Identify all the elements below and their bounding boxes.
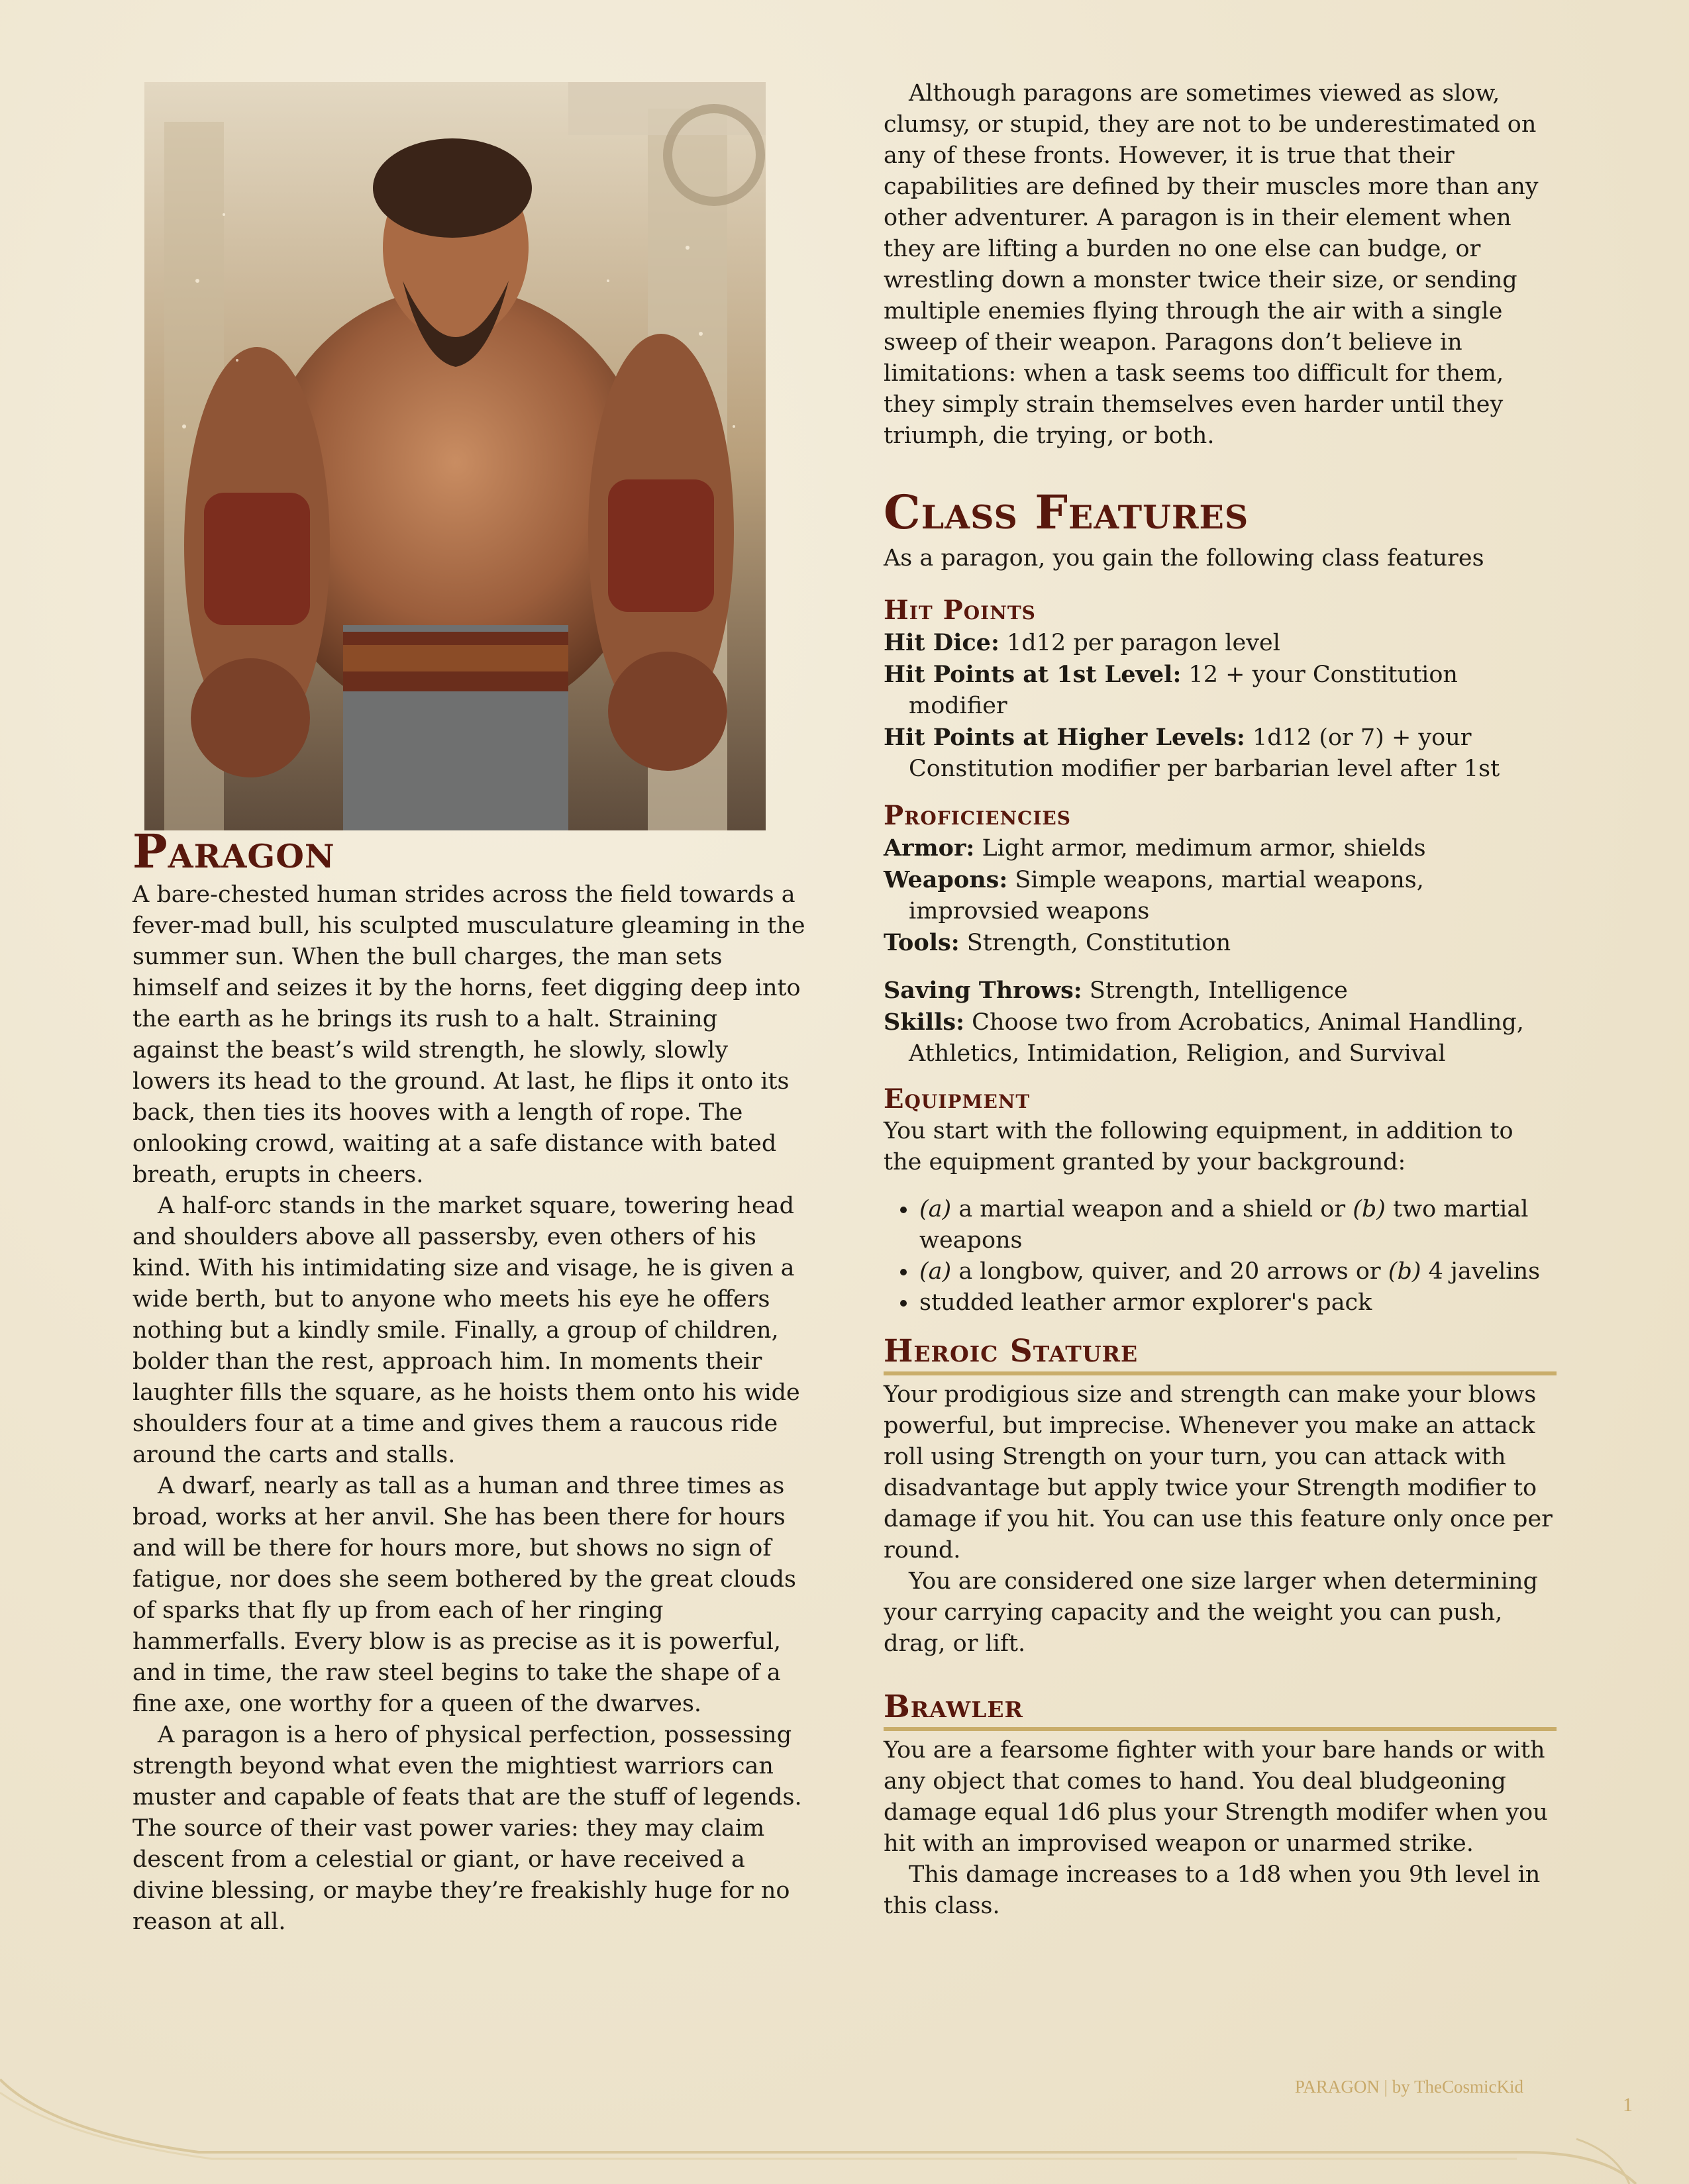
heroic-stature-heading: Heroic Stature — [884, 1333, 1557, 1375]
page-number: 1 — [1623, 2094, 1633, 2116]
option-b-marker: (b) — [1388, 1258, 1421, 1285]
armor-line — [884, 832, 1557, 864]
intro-paragraph-5: Although paragons are sometimes viewed as slow, clumsy, or stupid, they are not to be underestimated on any of these fronts. However, it is true that their capabilities are defined by their muscles more than any other adventurer. A paragon is in their element when they are lifting a burden no one else can budge, or wrestling down a monster twice their size, or sending multiple enemies flying through the air with a single sweep of their weapon. Paragons don’t believe in limitations: when a task seems too difficult for them, they simply strain themselves even harder until they triumph, die trying, or both. — [884, 80, 1539, 449]
heroic-stature-paragraph-1: Your prodigious size and strength can make your blows powerful, but imprecise. Whenever you make an attack roll using Strength on your turn, you can attack with disadvantage but apply twice your Strength modifier to damage if you hit. You can use this feature only once per round. — [884, 1381, 1553, 1564]
option-a-text: a martial weapon and a shield or — [951, 1196, 1353, 1222]
tools-value: Strength, Constitution — [959, 930, 1231, 956]
brawler-paragraph-2: This damage increases to a 1d8 when you 9th level in this class. — [884, 1861, 1541, 1919]
equipment-list — [884, 1194, 1557, 1318]
saving-throws-value: Strength, Intelligence — [1082, 977, 1348, 1004]
list-item — [918, 1194, 1557, 1256]
saving-throws-line — [884, 975, 1557, 1007]
hit-dice-label: Hit Dice: — [884, 629, 999, 656]
tools-line — [884, 927, 1557, 959]
skills-value: Choose two from Acrobatics, Animal Handling, Athletics, Intimidation, Religion, and Survival — [909, 1009, 1524, 1067]
option-b-marker: (b) — [1353, 1196, 1386, 1222]
brawler-heading: Brawler — [884, 1689, 1557, 1731]
equipment-heading: Equipment — [884, 1083, 1031, 1115]
weapons-label: Weapons: — [884, 866, 1008, 893]
saving-throws-label: Saving Throws: — [884, 977, 1082, 1004]
proficiencies-heading: Proficiencies — [884, 800, 1071, 831]
hit-points-heading: Hit Points — [884, 595, 1036, 626]
armor-label: Armor: — [884, 834, 975, 862]
intro-paragraph-3: A dwarf, nearly as tall as a human and three times as broad, works at her anvil. She has been there for hours and will be there for hours more, but shows no sign of fatigue, nor does she seem bothered by the great clouds of sparks that fly up from each of her ringing hammerfalls. Every blow is as precise as it is powerful, and in time, the raw steel begins to take the shape of a fine axe, one worthy for a queen of the dwarves. — [132, 1473, 796, 1717]
option-b-text: 4 javelins — [1421, 1258, 1541, 1285]
hit-points-first-line — [884, 659, 1557, 722]
hit-points-higher-label: Hit Points at Higher Levels: — [884, 724, 1245, 751]
weapons-line — [884, 864, 1557, 927]
left-column — [132, 825, 808, 1938]
hit-points-first-label: Hit Points at 1st Level: — [884, 661, 1182, 688]
footer-text: PARAGON | by TheCosmicKid — [1294, 2077, 1523, 2097]
hit-points-higher-line — [884, 722, 1557, 785]
option-b-text: two martial weapons — [919, 1196, 1529, 1254]
armor-value: Light armor, medimum armor, shields — [974, 835, 1426, 862]
intro-paragraph-2: A half-orc stands in the market square, towering head and shoulders above all passersby, even others of his kind. With his intimidating size and visage, he is given a wide berth, but to anyone who meets his eye he offers nothing but a kindly smile. Finally, a group of children, bolder than the rest, approach him. In moments their laughter fills the square, as he hoists them onto his wide shoulders four at a time and gives them a raucous ride around the carts and stalls. — [132, 1193, 800, 1468]
hit-points-higher-value: 1d12 (or 7) + your Constitution modifier per barbarian level after 1st — [909, 724, 1500, 782]
paragon-illustration — [144, 82, 766, 830]
skills-line — [884, 1007, 1557, 1069]
option-a-text: a longbow, quiver, and 20 arrows or — [951, 1258, 1388, 1285]
list-item — [918, 1287, 1557, 1318]
hit-dice-line — [884, 627, 1557, 659]
option-a-marker: (a) — [919, 1258, 952, 1285]
hit-points-first-value: 12 + your Constitution modifier — [909, 662, 1458, 719]
equipment-text: You start with the following equipment, in addition to the equipment granted by your background: — [884, 1118, 1513, 1175]
page-frame-ornament — [0, 2053, 1689, 2184]
class-features-heading: Class Features — [884, 485, 1249, 540]
option-a-marker: (a) — [919, 1196, 952, 1222]
list-item — [918, 1256, 1557, 1287]
skills-label: Skills: — [884, 1009, 965, 1036]
heroic-stature-paragraph-2: You are considered one size larger when determining your carrying capacity and the weight you can push, drag, or lift. — [884, 1568, 1538, 1657]
intro-paragraph-1: A bare-chested human strides across the field towards a fever-mad bull, his sculpted musculature gleaming in the summer sun. When the bull charges, the man sets himself and seizes it by the horns, feet digging deep into the earth as he brings its rush to a halt. Straining against the beast’s wild strength, he slowly, slowly lowers its head to the ground. At last, he flips it onto its back, then ties its hooves with a length of rope. The onlooking crowd, waiting at a safe distance with bated breath, erupts in cheers. — [132, 881, 805, 1188]
weapons-value: Simple weapons, martial weapons, improvsied weapons — [909, 867, 1424, 924]
page-title: Paragon — [132, 824, 335, 879]
intro-paragraph-4: A paragon is a hero of physical perfection, possessing strength beyond what even the mightiest warriors can muster and capable of feats that are the stuff of legends. The source of their vast power varies: they may claim descent from a celestial or giant, or have received a divine blessing, or maybe they’re freakishly huge for no reason at all. — [132, 1722, 802, 1935]
brawler-paragraph-1: You are a fearsome fighter with your bare hands or with any object that comes to hand. You deal bludgeoning damage equal 1d6 plus your Strength modifer when you hit with an improvised weapon or unarmed strike. — [884, 1737, 1548, 1857]
tools-label: Tools: — [884, 929, 960, 956]
hit-dice-value: 1d12 per paragon level — [999, 630, 1280, 656]
right-column — [884, 78, 1557, 1922]
class-features-text: As a paragon, you gain the following class features — [884, 545, 1484, 571]
item-text: studded leather armor explorer's pack — [919, 1289, 1372, 1316]
